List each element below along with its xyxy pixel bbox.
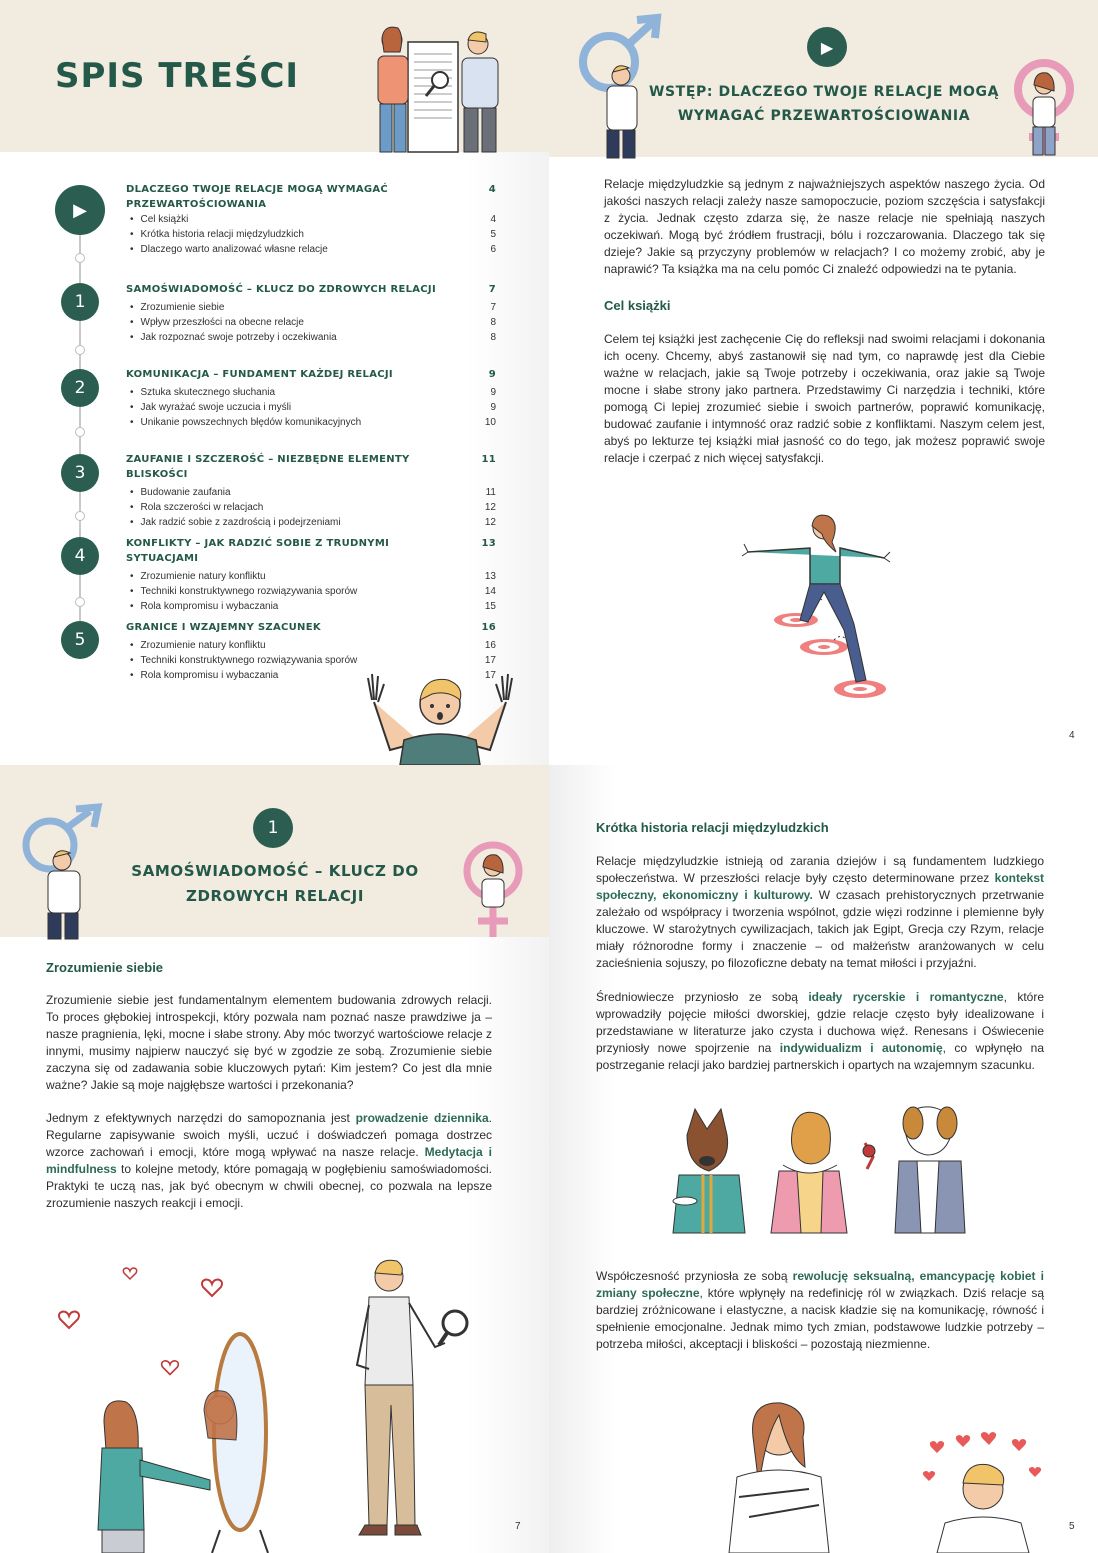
- woman-stepping-on-targets-illustration: [744, 512, 889, 702]
- chapter1-heading: Zrozumienie siebie: [46, 960, 164, 975]
- people-reading-list-illustration: [370, 22, 530, 152]
- toc-item-label: • Jak radzić sobie z zazdrością i podejrzeniami: [130, 515, 341, 530]
- intro-title: [639, 80, 1009, 128]
- toc-item-page: 8: [490, 317, 496, 328]
- toc-section-heading[interactable]: [126, 182, 496, 212]
- highlight-text: prowadzenie dziennika: [355, 1111, 489, 1125]
- highlight-text: Medytacja i mindfulness: [46, 1145, 492, 1176]
- toc-item-label: • Techniki konstruktywnego rozwiązywania sporów: [130, 584, 357, 599]
- toc-item[interactable]: [126, 584, 496, 599]
- toc-section-title: SAMOŚWIADOMOŚĆ – KLUCZ DO ZDROWYCH RELACJI: [126, 284, 436, 295]
- toc-item-page: 5: [490, 229, 496, 240]
- history-paragraph-2: [596, 989, 1044, 1074]
- toc-section-heading[interactable]: [126, 282, 496, 297]
- text-run: , które wpłynęły na redefinicję ról w związkach. Dziś relacje są bardziej zróżnicowane i elastyczne, a nacisk kładzie się na komunikację, równość i spełnienie emocjonalne. Jednak mimo tych zmian, podstawowe ludzkie potrzeby – potrzeba miłości, akceptacji i bliskości – pozostają niezmienne.: [596, 1286, 1044, 1351]
- chapter-badge-3: 3: [61, 454, 99, 492]
- toc-timeline: [79, 210, 81, 640]
- toc-item-label: • Cel książki: [130, 212, 188, 227]
- intro-paragraph-1: Relacje międzyludzkie są jednym z najważniejszych aspektów naszego życia. Od jakości naszych relacji zależy nasze samopoczucie, poziom szczęścia i satysfakcji z życia. Jednak często zdarza się, że nasze relacje nie spełniają naszych oczekiwań. Mogą być źródłem frustracji, bólu i rozczarowania. Dlaczego tak się dzieje? Jakie są przyczyny problemów w relacjach? I co możemy zrobić, aby je naprawić? Ta książka ma na celu pomóc Ci znaleźć odpowiedzi na te pytania.: [604, 177, 1045, 276]
- toc-item-page: 13: [484, 571, 496, 582]
- toc-item-page: 15: [484, 601, 496, 612]
- toc-item-page: 9: [490, 387, 496, 398]
- toc-item-page: 10: [484, 417, 496, 428]
- highlight-text: indywidualizm i autonomię: [779, 1041, 943, 1055]
- toc-page-number: 7: [488, 284, 496, 295]
- chapter-badge-5: 5: [61, 621, 99, 659]
- toc-item[interactable]: [126, 315, 496, 330]
- intro-title-line: WYMAGAĆ PRZEWARTOŚCIOWANIA: [677, 108, 971, 124]
- toc-section-title: KOMUNIKACJA – FUNDAMENT KAŻDEJ RELACJI: [126, 369, 393, 380]
- toc-page-number: 16: [481, 622, 496, 633]
- chapter1-paragraph-1: Zrozumienie siebie jest fundamentalnym elementem budowania zdrowych relacji. To proces głębokiej introspekcji, który pozwala nam poznać nasze prawdziwe ja – nasze pragnienia, lęki, mocne i słabe strony. Aby móc tworzyć wartościowe relacje z innymi, musimy najpierw nauczyć się być w zgodzie ze sobą. Zrozumienie siebie zaczyna się od zadawania sobie kluczowych pytań: Kim jestem? Co jest dla mnie ważne? Jakie są moje najgłębsze wartości i przekonania?: [46, 993, 492, 1092]
- chapter1-page: [0, 765, 549, 1553]
- toc-item-label: • Zrozumienie siebie: [130, 300, 224, 315]
- toc-item[interactable]: [126, 212, 496, 227]
- timeline-dot: [75, 253, 85, 263]
- toc-section-title: GRANICE I WZAJEMNY SZACUNEK: [126, 622, 321, 633]
- toc-item[interactable]: [126, 400, 496, 415]
- female-symbol-person-illustration: [999, 55, 1089, 157]
- toc-page-number: 4: [488, 184, 496, 195]
- woman-self-hug-illustration: [709, 1397, 849, 1553]
- toc-item-page: 12: [484, 502, 496, 513]
- toc-page-number: 13: [481, 538, 496, 549]
- text-run: Jednym z efektywnych narzędzi do samopoznania jest: [46, 1111, 356, 1125]
- toc-item-page: 7: [490, 302, 496, 313]
- toc-item-page: 4: [490, 214, 496, 225]
- toc-item-page: 9: [490, 402, 496, 413]
- text-run: , które wprowadziły pojęcie miłości dworskiej, gdzie relacje często były idealizowane i przedstawiane w literaturze jako czysta i duchowa więź. Renesans i Oświecenie przyniosły nowe spojrzenie na: [596, 990, 1044, 1055]
- intro-heading: Cel książki: [604, 298, 671, 313]
- toc-item-label: • Unikanie powszechnych błędów komunikacyjnych: [130, 415, 361, 430]
- toc-item-page: 14: [484, 586, 496, 597]
- timeline-dot: [75, 597, 85, 607]
- toc-item-label: • Rola szczerości w relacjach: [130, 500, 263, 515]
- toc-section-1[interactable]: [126, 282, 496, 345]
- toc-item-page: 8: [490, 332, 496, 343]
- toc-section-heading[interactable]: [126, 536, 496, 566]
- toc-item-label: • Zrozumienie natury konfliktu: [130, 569, 266, 584]
- toc-item[interactable]: [126, 242, 496, 257]
- history-page: [549, 765, 1098, 1553]
- toc-page: [0, 0, 549, 765]
- man-with-magnifier-illustration: [335, 1255, 475, 1540]
- historical-dogs-illustration: [669, 1105, 969, 1233]
- toc-item[interactable]: [126, 415, 496, 430]
- history-heading: Krótka historia relacji międzyludzkich: [596, 820, 829, 835]
- text-run: Współczesność przyniosła ze sobą: [596, 1269, 793, 1283]
- toc-section-heading[interactable]: [126, 452, 496, 482]
- toc-item-page: 17: [484, 655, 496, 666]
- toc-item[interactable]: [126, 500, 496, 515]
- chapter-badge-1: 1: [61, 283, 99, 321]
- intro-title-line: WSTĘP: DLACZEGO TWOJE RELACJE MOGĄ: [648, 84, 1000, 100]
- chapter1-title: [110, 859, 440, 909]
- text-run: W czasach prehistorycznych przetrwanie zależało od współpracy i tworzenia wspólnot, gdzie więzi rodzinne i plemienne były kluczowe. W starożytnych cywilizacjach, takich jak Egipt, Grecja czy Rzym, relacje miały różnorodne formy i znaczenie – od małżeństw aranżowanych w celu zacieśnienia sojuszy, po filozoficzne debaty na temat miłości i przyjaźni.: [596, 888, 1045, 970]
- toc-page-number: 11: [481, 454, 496, 465]
- page-number: 5: [1069, 1521, 1075, 1532]
- heart-icon: [57, 1307, 81, 1331]
- toc-item-label: • Rola kompromisu i wybaczania: [130, 599, 278, 614]
- toc-item[interactable]: [126, 569, 496, 584]
- toc-item-label: • Dlaczego warto analizować własne relacje: [130, 242, 328, 257]
- play-icon: ▶: [55, 185, 105, 235]
- toc-section-title: DLACZEGO TWOJE RELACJE MOGĄ WYMAGAĆ PRZEWARTOŚCIOWANIA: [126, 184, 389, 210]
- chapter1-title-line: SAMOŚWIADOMOŚĆ – KLUCZ DO: [131, 862, 419, 880]
- toc-item[interactable]: [126, 330, 496, 345]
- toc-section-heading[interactable]: [126, 367, 496, 382]
- timeline-dot: [75, 427, 85, 437]
- toc-item[interactable]: [126, 653, 496, 668]
- toc-section-heading[interactable]: [126, 620, 496, 635]
- toc-item-page: 16: [484, 640, 496, 651]
- toc-item-label: • Rola kompromisu i wybaczania: [130, 668, 278, 683]
- history-paragraph-3: [596, 1268, 1044, 1353]
- toc-page-number: 9: [488, 369, 496, 380]
- woman-hugging-mirror-illustration: [80, 1330, 280, 1553]
- text-run: Relacje międzyludzkie istnieją od zarania dziejów i są fundamentem ludzkiego społeczeństwa. W przeszłości relacje były często determinowane przez: [596, 854, 1044, 885]
- page-number: 7: [515, 1521, 521, 1532]
- toc-item-label: • Budowanie zaufania: [130, 485, 231, 500]
- chapter-badge-4: 4: [61, 537, 99, 575]
- toc-section-2[interactable]: [126, 367, 496, 430]
- toc-item-label: • Zrozumienie natury konfliktu: [130, 638, 266, 653]
- history-paragraph-1: [596, 853, 1044, 972]
- toc-item-label: • Techniki konstruktywnego rozwiązywania sporów: [130, 653, 357, 668]
- toc-section-4[interactable]: [126, 536, 496, 614]
- female-symbol-person-illustration: [448, 837, 538, 939]
- toc-item[interactable]: [126, 515, 496, 530]
- highlight-text: ideały rycerskie i romantyczne: [808, 990, 1004, 1004]
- toc-item[interactable]: [126, 638, 496, 653]
- toc-item-label: • Sztuka skutecznego słuchania: [130, 385, 275, 400]
- timeline-dot: [75, 511, 85, 521]
- highlight-text: kontekst społeczny, ekonomiczny i kulturowy.: [596, 871, 1044, 902]
- toc-item[interactable]: [126, 385, 496, 400]
- highlight-text: rewolucję seksualną, emancypację kobiet i zmiany społeczne: [596, 1269, 1044, 1300]
- toc-item-label: • Wpływ przeszłości na obecne relacje: [130, 315, 304, 330]
- man-with-hearts-illustration: [919, 1437, 1049, 1553]
- toc-item-page: 12: [484, 517, 496, 528]
- toc-title: SPIS TREŚCI: [55, 56, 300, 96]
- toc-item-page: 6: [490, 244, 496, 255]
- text-run: Średniowiecze przyniosło ze sobą: [596, 990, 809, 1004]
- text-run: . Regularne zapisywanie swoich myśli, uczuć i doświadczeń pomaga dostrzec wzorce zachowań i emocji, które mogą wpływać na nasze relacje.: [46, 1111, 492, 1159]
- intro-paragraph-2: Celem tej książki jest zachęcenie Cię do refleksji nad swoimi relacjami i dokonania ich oceny. Chcemy, abyś zastanowił się nad tym, co naprawdę jest dla Ciebie ważne w relacjach, jakie są Twoje potrzeby i oczekiwania, oraz jakie są Twoje mocne i słabe strony jako partnera. Przedstawimy Ci narzędzia i techniki, które pomogą Ci lepiej zrozumieć siebie i swoich partnerów, poprawić komunikację, budować zaufanie i intymność oraz radzić sobie z konfliktami. Naszym celem jest, abyś po lekturze tej książki miał jasność co do tego, jak możesz poprawić swoje relacje i czerpać z nich więcej satysfakcji.: [604, 332, 1045, 465]
- page-number: 4: [1069, 730, 1075, 741]
- toc-item-label: • Krótka historia relacji międzyludzkich: [130, 227, 304, 242]
- toc-item-page: 17: [484, 670, 496, 681]
- chapter-badge-1: 1: [253, 808, 293, 848]
- heart-icon: [200, 1275, 224, 1299]
- toc-item[interactable]: [126, 300, 496, 315]
- chapter-badge-2: 2: [61, 369, 99, 407]
- toc-section-title: ZAUFANIE I SZCZEROŚĆ – NIEZBĘDNE ELEMENTY BLISKOŚCI: [126, 454, 410, 480]
- toc-item-page: 11: [485, 487, 496, 498]
- intro-page: [549, 0, 1098, 765]
- boy-hands-up-illustration: [360, 670, 520, 765]
- toc-item[interactable]: [126, 227, 496, 242]
- timeline-dot: [75, 345, 85, 355]
- play-icon: ▶: [807, 27, 847, 67]
- text-run: to kolejne metody, które pomagają w pogłębieniu samoświadomości. Praktyki te uczą nas, jak być obecnym w chwili obecnej, co pozwala na lepsze zrozumienie naszych reakcji i emocji.: [46, 1162, 492, 1210]
- toc-section-title: KONFLIKTY – JAK RADZIĆ SOBIE Z TRUDNYMI SYTUACJAMI: [126, 538, 390, 564]
- toc-section-3[interactable]: [126, 452, 496, 530]
- toc-item[interactable]: [126, 599, 496, 614]
- toc-section-intro[interactable]: [126, 182, 496, 257]
- chapter1-title-line: ZDROWYCH RELACJI: [185, 887, 365, 905]
- chapter1-paragraph-2: [46, 1110, 492, 1212]
- toc-item-label: • Jak rozpoznać swoje potrzeby i oczekiwania: [130, 330, 337, 345]
- heart-icon: [122, 1265, 138, 1281]
- toc-item[interactable]: [126, 485, 496, 500]
- text-run: , co wpłynęło na postrzeganie relacji jako bardziej partnerskich i opartych na wzajemnym szacunku.: [596, 1041, 1044, 1072]
- toc-item-label: • Jak wyrażać swoje uczucia i myśli: [130, 400, 291, 415]
